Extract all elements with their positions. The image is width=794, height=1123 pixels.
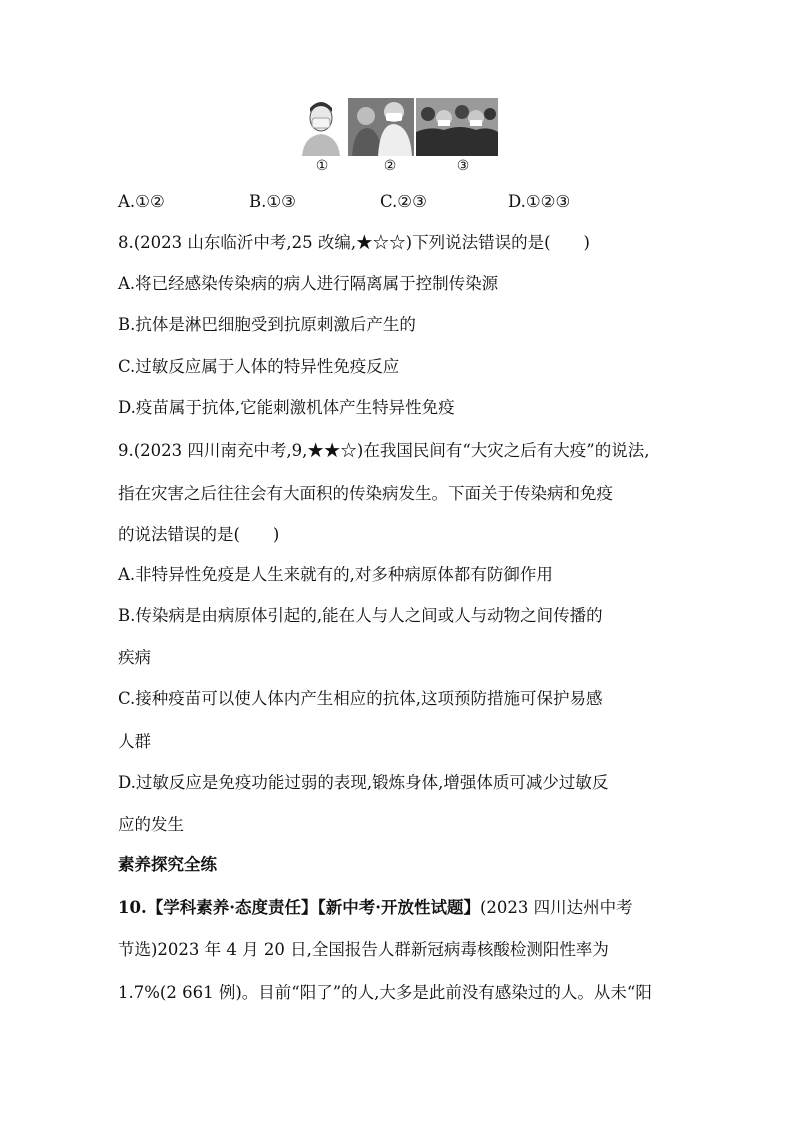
q8-stem: 8.(2023 山东临沂中考,25 改编,★☆☆)下列说法错误的是( ): [118, 233, 590, 252]
q7-option-d: D.①②③: [508, 192, 571, 211]
q9-stem-line-2: 指在灾害之后往往会有大面积的传染病发生。下面关于传染病和免疫: [118, 484, 613, 503]
section-heading: 素养探究全练: [118, 855, 217, 874]
q7-option-b: B.①③: [249, 192, 296, 211]
q8-option-a: A.将已经感染传染病的病人进行隔离属于控制传染源: [118, 274, 499, 293]
figure-masks: [292, 98, 502, 176]
photo-2: [348, 98, 414, 156]
q8-option-b: B.抗体是淋巴细胞受到抗原刺激后产生的: [118, 315, 416, 334]
q9-option-b-line-2: 疾病: [118, 648, 151, 667]
q9-option-c-line-2: 人群: [118, 732, 151, 751]
photo-1: [296, 98, 346, 156]
q7-option-a: A.①②: [118, 192, 165, 211]
q10-stem-line-3: 1.7%(2 661 例)。目前“阳了”的人,大多是此前没有感染过的人。从未“阳: [118, 983, 652, 1002]
caption-1: ①: [315, 158, 329, 174]
q7-option-c: C.②③: [380, 192, 427, 211]
q9-stem-line-1: 9.(2023 四川南充中考,9,★★☆)在我国民间有“大灾之后有大疫”的说法,: [118, 441, 650, 460]
q9-stem-line-3: 的说法错误的是( ): [118, 525, 280, 544]
caption-2: ②: [383, 158, 397, 174]
q8-option-d: D.疫苗属于抗体,它能刺激机体产生特异性免疫: [118, 398, 455, 417]
q8-option-c: C.过敏反应属于人体的特异性免疫反应: [118, 357, 400, 376]
q9-option-b-line-1: B.传染病是由病原体引起的,能在人与人之间或人与动物之间传播的: [118, 606, 603, 625]
q10-source: (2023 四川达州中考: [479, 898, 633, 917]
q9-option-d-line-2: 应的发生: [118, 815, 184, 834]
q9-option-c-line-1: C.接种疫苗可以使人体内产生相应的抗体,这项预防措施可保护易感: [118, 689, 603, 708]
photo-3: [416, 98, 498, 156]
q9-option-a: A.非特异性免疫是人生来就有的,对多种病原体都有防御作用: [118, 565, 553, 584]
q10-tags: 10.【学科素养·态度责任】【新中考·开放性试题】: [118, 898, 480, 917]
caption-3: ③: [456, 158, 470, 174]
q10-stem-line-2: 节选)2023 年 4 月 20 日,全国报告人群新冠病毒核酸检测阳性率为: [118, 940, 609, 959]
q10-stem-line-1: [118, 898, 633, 918]
q9-option-d-line-1: D.过敏反应是免疫功能过弱的表现,锻炼身体,增强体质可减少过敏反: [118, 773, 609, 792]
